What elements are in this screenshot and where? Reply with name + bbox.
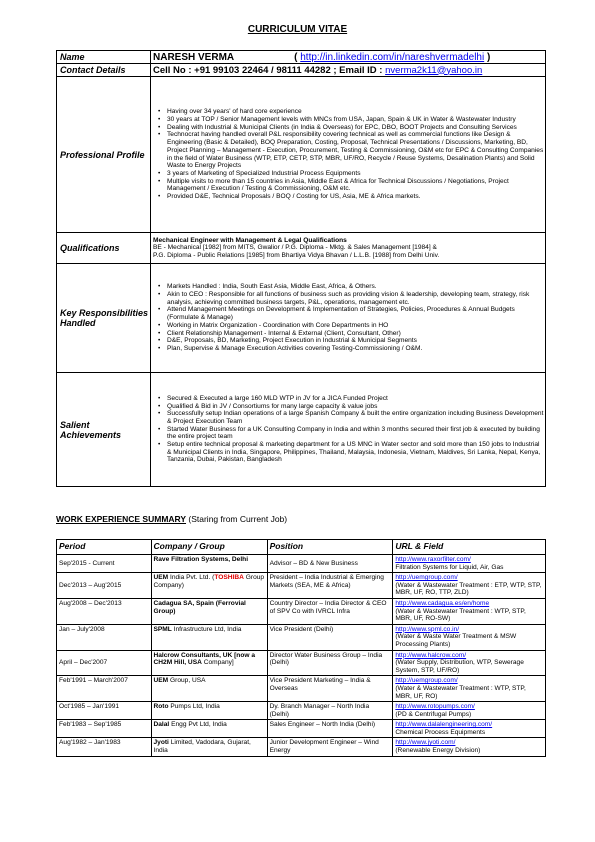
linkedin-paren-close: ) [484, 51, 491, 63]
qualifications-line2: P.G. Diploma - Public Relations [1985] from Bhartiya Vidya Bhavan / L.L.B. [1988] from Delhi Univ. [153, 251, 440, 259]
table-row [57, 738, 546, 756]
responsibilities-row [57, 264, 546, 373]
position-cell: Country Director – India Director & CEO of SPV Co with IVRCL Infra [267, 598, 393, 624]
company-url-link[interactable]: http://www.halcrow.com/ [395, 651, 467, 659]
company-cell [151, 702, 267, 720]
field-text: Filtration Systems for Liquid, Air, Gas [395, 563, 504, 571]
page-title: CURRICULUM VITAE [247, 24, 348, 35]
company-cell [151, 573, 267, 599]
list-item: • Qualified & Bid in JV / Consortiums for many large capacity & value jobs [167, 403, 545, 411]
name-row [57, 51, 546, 64]
company-url-link[interactable]: http://uemgroup.com/ [395, 574, 458, 582]
company-url-link[interactable]: http://www.raxorfilter.com/ [395, 556, 471, 563]
company-cell [151, 650, 267, 676]
field-text: (Water Supply, Distribution, WTP, Sewerage System, STP, UF/RO) [395, 659, 524, 674]
field-text: (Water & Wastewater Treatment : WTP, STP, MBR, UF, RO-SW) [395, 607, 526, 623]
field-text: (Water & Wastewater Treatment : WTP, STP, MBR, UF, RO) [395, 684, 526, 700]
work-summary-heading [56, 514, 287, 524]
toshiba-brand: TOSHIBA [214, 574, 244, 582]
period-cell: Oct'1985 – Jan'1991 [57, 702, 152, 720]
period-cell: Aug'2008 – Dec'2013 [57, 598, 152, 624]
url-cell [393, 676, 546, 702]
company-suffix: Group Company) [153, 574, 265, 589]
position-cell: Dy. Branch Manager – North India (Delhi) [267, 702, 393, 720]
achievements-label: Salient Achievements [57, 373, 151, 487]
table-row [57, 573, 546, 599]
professional-profile-row [57, 77, 546, 233]
company-suffix: Infrastructure Ltd, India [171, 625, 242, 633]
period-cell: Feb'1983 – Sep'1985 [57, 720, 152, 738]
url-cell [393, 720, 546, 738]
position-cell: Sales Engineer – North India (Delhi) [267, 720, 393, 738]
period-cell: Aug'1982 – Jan'1983 [57, 738, 152, 756]
contact-cell [151, 64, 546, 77]
list-item: • Multiple visits to more than 15 countries in Asia, Middle East & Africa for Technical Discussions / Negotiations, Project Management / Execution / Testing & Commissioning, O&M etc. [167, 178, 545, 193]
company-cell [151, 720, 267, 738]
list-item: • Successfully setup Indian operations of a large Spanish Company & built the entire organization including Business Development & Project Execution Team [167, 410, 545, 425]
position-cell: Junior Development Engineer – Wind Energy [267, 738, 393, 756]
table-row [57, 676, 546, 702]
candidate-name: NARESH VERMA [153, 51, 235, 63]
company-suffix: Consultants, UK [now a CH2M Hill, USA [153, 651, 255, 667]
url-cell [393, 650, 546, 676]
url-cell [393, 598, 546, 624]
list-item: • Having over 34 years' of hard core experience [167, 108, 545, 116]
period-cell: April – Dec'2007 [57, 650, 152, 676]
professional-profile-label: Professional Profile [57, 77, 151, 233]
company-name: Dalal [153, 721, 170, 729]
period-cell: Sep'2015 - Current [57, 555, 152, 573]
professional-profile-list [153, 108, 545, 200]
field-text: (Renewable Energy Division) [395, 747, 481, 755]
url-cell [393, 702, 546, 720]
url-cell [393, 738, 546, 756]
table-row [57, 720, 546, 738]
achievements-list [153, 395, 545, 464]
qualifications-row [57, 233, 546, 264]
list-item: • Dealing with Industrial & Municipal Clients (in India & Overseas) for EPC, DBO, BOOT Projects and Consulting Services [167, 124, 545, 132]
cv-table [56, 50, 546, 487]
company-suffix: Group, USA [168, 677, 206, 685]
list-item: • Technocrat having handled overall P&L responsibility covering technical as well as commercial functions like Design & Engineering (Basic & Detailed), BOQ Preparation, Costing, Proposal, Technical Presentations / Discussions, Marketing, BD, Project Planning – Management - Execution, Procurement, Testing & Commissioning, O&M etc for EPC & Consulting Companies in the field of Water Business (WTP, ETP, CETP, STP, MBR, UF/RO, Recycle / Reuse Systems, Desalination Plants) and Solid Waste to Energy Projects [167, 131, 545, 170]
table-row [57, 624, 546, 650]
responsibilities-cell [151, 264, 546, 373]
period-cell: Feb'1991 – March'2007 [57, 676, 152, 702]
list-item: • D&E, Proposals, BD, Marketing, Project Execution in Industrial & Municipal Segments [167, 337, 545, 345]
work-experience-table [56, 539, 546, 757]
company-suffix: Engg Pvt Ltd, India [169, 721, 227, 729]
list-item: • Started Water Business for a UK Consulting Company in India and within 3 months secured their first job & executed by building the entire project team [167, 426, 545, 441]
qualifications-line1: BE - Mechanical [1982] from MITS, Gwalior / P.G. Diploma - Mktg. & Sales Management [1984] & [153, 244, 437, 252]
list-item: • 3 years of Marketing of Specialized Industrial Process Equipments [167, 170, 545, 178]
linkedin-link[interactable]: http://in.linkedin.com/in/nareshvermadelhi [300, 51, 485, 63]
qualifications-cell [151, 233, 546, 264]
company-cell [151, 738, 267, 756]
list-item: • Working in Matrix Organization - Coordination with Core Departments in HO [167, 322, 545, 330]
company-cell [151, 676, 267, 702]
table-row [57, 555, 546, 573]
company-url-link[interactable]: http://www.rotopumps.com/ [395, 703, 475, 711]
list-item: • Akin to CEO : Responsible for all functions of business such as providing vision & leadership, developing team, strategy, risk analysis, achieving committed business targets, P&L, operations, management etc. [167, 291, 545, 306]
company-url-link[interactable]: http://www.jyoti.com/ [395, 739, 456, 747]
column-header-period: Period [57, 540, 152, 555]
company-suffix: Limited, Vadodara, Gujarat, India [153, 739, 251, 755]
column-header-position: Position [267, 540, 393, 555]
company-url-link[interactable]: http://www.dalalengineering.com/ [395, 721, 493, 729]
list-item: • Client Relationship Management - Internal & External (Client, Consultant, Other) [167, 330, 545, 338]
company-name: UEM [153, 574, 169, 582]
company-cell: Rave Filtration Systems, Delhi [151, 555, 267, 573]
url-cell [393, 624, 546, 650]
name-cell [151, 51, 546, 64]
column-header-url: URL & Field [393, 540, 546, 555]
company-cell: Cadagua SA, Spain (Ferrovial Group) [151, 598, 267, 624]
table-row [57, 702, 546, 720]
company-cell [151, 624, 267, 650]
email-link[interactable]: nverma2k11@yahoo.in [385, 64, 483, 76]
responsibilities-label: Key Responsibilities Handled [57, 264, 151, 373]
contact-text: Cell No : +91 99103 22464 / 98111 44282 ; Email ID : [153, 64, 386, 76]
company-suffix: Company] [201, 659, 234, 667]
list-item: • Markets Handled : India, South East Asia, Middle East, Africa, & Others. [167, 283, 545, 291]
table-header-row [57, 540, 546, 555]
responsibilities-list [153, 283, 545, 352]
list-item: • Plan, Supervise & Manage Execution Activities covering Testing-Commissioning / O&M. [167, 345, 545, 353]
list-item: • 30 years at TOP / Senior Management levels with MNCs from USA, Japan, Spain & UK in Water & Wastewater Industry [167, 116, 545, 124]
field-text: (Water & Waste Water Treatment & MSW Processing Plants) [395, 633, 517, 648]
company-suffix: India Pvt. Ltd. ( [168, 574, 215, 582]
url-cell [393, 555, 546, 573]
period-cell: Jan – July'2008 [57, 624, 152, 650]
url-cell [393, 573, 546, 599]
field-text: (PD & Centrifugal Pumps) [395, 710, 472, 718]
position-cell: President – India Industrial & Emerging Markets (SEA, ME & Africa) [267, 573, 393, 599]
table-row [57, 650, 546, 676]
company-suffix: Pumps Ltd, India [168, 703, 220, 711]
qualifications-heading: Mechanical Engineer with Management & Legal Qualifications [153, 236, 347, 244]
field-text: (Water & Wastewater Treatment : ETP, WTP, STP, MBR, UF, RO, TTP, ZLD) [395, 581, 542, 597]
list-item: • Provided D&E, Technical Proposals / BOQ / Costing for US, Asia, ME & Africa markets. [167, 193, 545, 201]
company-name: Roto [153, 703, 169, 711]
name-label: Name [57, 51, 151, 64]
professional-profile-cell [151, 77, 546, 233]
period-cell: Dec'2013 – Aug'2015 [57, 573, 152, 599]
work-summary-title: WORK EXPERIENCE SUMMARY [56, 514, 187, 524]
company-url-link[interactable]: http://www.spml.co.in/ [395, 625, 460, 633]
work-summary-subtitle: (Staring from Current Job) [186, 514, 288, 524]
company-url-link[interactable]: http://uemgroup.com/ [395, 677, 458, 685]
contact-row [57, 64, 546, 77]
list-item: • Attend Management Meetings on Development & Implementation of Strategies, Policies, Procedures & Annual Budgets (Formulate & Manage) [167, 306, 545, 321]
achievements-row [57, 373, 546, 487]
company-name: UEM [153, 677, 169, 685]
company-name: Jyoti [153, 739, 169, 747]
position-cell: Vice President Marketing – India & Overseas [267, 676, 393, 702]
contact-label: Contact Details [57, 64, 151, 77]
company-name: SPML [153, 625, 172, 633]
company-url-link[interactable]: http://www.cadagua.es/en/home [395, 599, 490, 607]
linkedin-paren-open: ( [294, 51, 301, 63]
list-item: • Secured & Executed a large 160 MLD WTP in JV for a JICA Funded Project [167, 395, 545, 403]
list-item: • Setup entire technical proposal & marketing department for a US MNC in Water sector and sold more than 150 jobs to Industrial & Municipal Clients in India, Singapore, Philippines, Thailand, Malaysia, Indonesia, Vietnam, Maldives, Sri Lanka, Nepal, Kenya, Tanzania, Dubai, Pakistan, Bangladesh [167, 441, 545, 464]
position-cell: Advisor – BD & New Business [267, 555, 393, 573]
position-cell: Director Water Business Group – India (Delhi) [267, 650, 393, 676]
table-row [57, 598, 546, 624]
column-header-company: Company / Group [151, 540, 267, 555]
field-text: Chemical Process Equipments [395, 728, 486, 736]
company-name: Halcrow [153, 651, 180, 659]
qualifications-label: Qualifications [57, 233, 151, 264]
achievements-cell [151, 373, 546, 487]
position-cell: Vice President (Delhi) [267, 624, 393, 650]
